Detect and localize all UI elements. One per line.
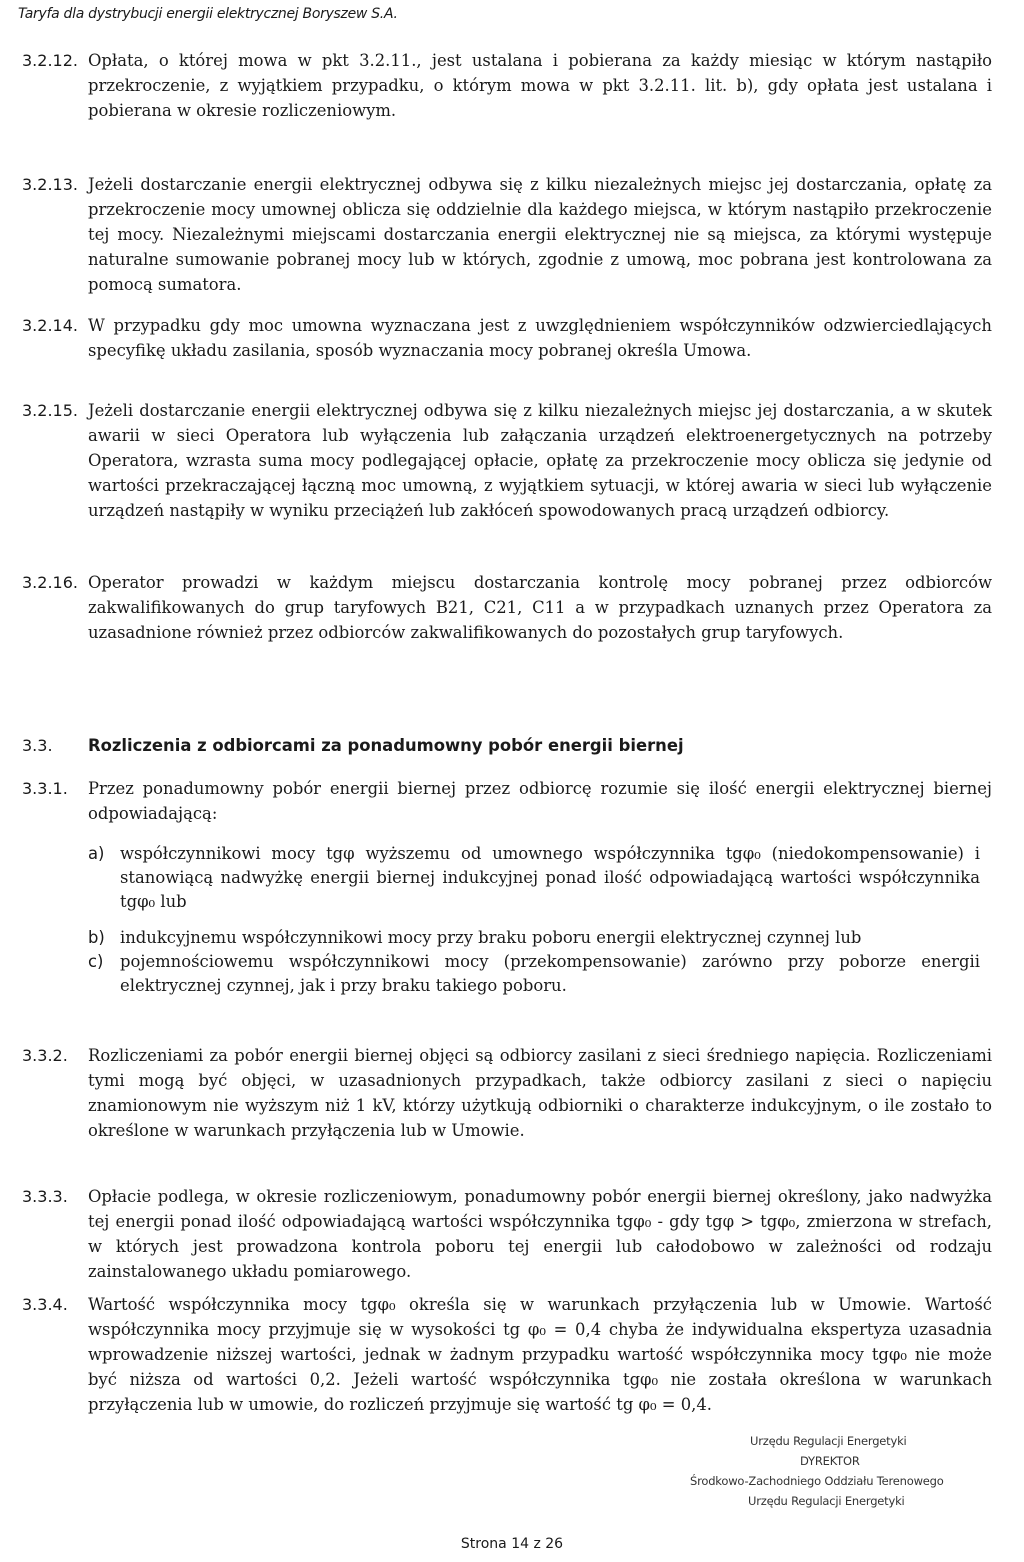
- section-heading: [22, 736, 992, 755]
- paragraph-number: 3.2.14.: [22, 316, 78, 335]
- sub-item-a: [88, 842, 980, 914]
- section-number: 3.3.: [22, 736, 53, 755]
- running-header: Taryfa dla dystrybucji energii elektrycznej Boryszew S.A.: [18, 6, 398, 22]
- paragraph-3-3-2: [22, 1043, 992, 1143]
- sub-item-letter: b): [88, 928, 105, 947]
- paragraph-number: 3.2.15.: [22, 401, 78, 420]
- sub-item-text: indukcyjnemu współczynnikowi mocy przy braku poboru energii elektrycznej czynnej lub: [120, 928, 862, 947]
- paragraph-number: 3.3.1.: [22, 779, 68, 798]
- paragraph-text: Opłata, o której mowa w pkt 3.2.11., jest ustalana i pobierana za każdy miesiąc w którym nastąpiło przekroczenie, z wyjątkiem przypadku, o którym mowa w pkt 3.2.11. lit. b), gdy opłata jest ustalana i pobierana w okresie rozliczeniowym.: [88, 51, 992, 120]
- paragraph-text: Rozliczeniami za pobór energii biernej objęci są odbiorcy zasilani z sieci średniego napięcia. Rozliczeniami tymi mogą być objęci, w uzasadnionych przypadkach, także odbiorcy zasilani z sieci o napięciu znamionowym nie wyższym niż 1 kV, którzy użytkują odbiorniki o charakterze indukcyjnym, o ile zostało to określone w warunkach przyłączenia lub w Umowie.: [88, 1046, 992, 1140]
- sub-item-b: [88, 926, 980, 950]
- paragraph-number: 3.3.4.: [22, 1295, 68, 1314]
- sub-item-letter: a): [88, 844, 105, 863]
- sub-item-text: współczynnikowi mocy tgφ wyższemu od umownego współczynnika tgφ₀ (niedokompensowanie) i stanowiącą nadwyżkę energii biernej indukcyjnej ponad ilość odpowiadającą wartości współczynnika tgφ₀ lub: [120, 844, 980, 911]
- paragraph-number: 3.3.2.: [22, 1046, 68, 1065]
- section-title: Rozliczenia z odbiorcami za ponadumowny pobór energii biernej: [88, 736, 684, 755]
- paragraph-text: W przypadku gdy moc umowna wyznaczana jest z uwzględnieniem współczynników odzwierciedlających specyfikę układu zasilania, sposób wyznaczania mocy pobranej określa Umowa.: [88, 316, 992, 360]
- paragraph-number: 3.2.16.: [22, 573, 78, 592]
- paragraph-text: Przez ponadumowny pobór energii biernej przez odbiorcę rozumie się ilość energii elektrycznej biernej odpowiadającą:: [88, 779, 992, 823]
- paragraph-3-2-14: [22, 313, 992, 363]
- paragraph-3-2-15: [22, 398, 992, 523]
- paragraph-3-3-1: [22, 776, 992, 826]
- stamp-line: DYREKTOR: [800, 1454, 860, 1468]
- paragraph-number: 3.2.13.: [22, 175, 78, 194]
- paragraph-3-2-16: [22, 570, 992, 645]
- paragraph-number: 3.2.12.: [22, 51, 78, 70]
- paragraph-3-3-3: [22, 1184, 992, 1284]
- paragraph-3-2-13: [22, 172, 992, 297]
- paragraph-text: Jeżeli dostarczanie energii elektrycznej odbywa się z kilku niezależnych miejsc jej dostarczania, opłatę za przekroczenie mocy umownej oblicza się oddzielnie dla każdego miejsca, w którym nastąpiło przekroczenie tej mocy. Niezależnymi miejscami dostarczania energii elektrycznej nie są miejsca, za którymi występuje naturalne sumowanie pobranej mocy lub w których, zgodnie z umową, moc pobrana jest kontrolowana za pomocą sumatora.: [88, 175, 992, 294]
- stamp-line: Środkowo-Zachodniego Oddziału Terenowego: [690, 1474, 944, 1488]
- stamp-line: Urzędu Regulacji Energetyki: [748, 1494, 905, 1508]
- paragraph-text: Jeżeli dostarczanie energii elektrycznej odbywa się z kilku niezależnych miejsc jej dostarczania, a w skutek awarii w sieci Operatora lub wyłączenia lub załączania urządzeń elektroenergetycznych na potrzeby Operatora, wzrasta suma mocy podlegającej opłacie, opłatę za przekroczenie mocy oblicza się jedynie od wartości przekraczającej łączną moc umowną, z wyjątkiem sytuacji, w której awaria w sieci lub wyłączenie urządzeń nastąpiły w wyniku przeciążeń lub zakłóceń spowodowanych pracą urządzeń odbiorcy.: [88, 401, 992, 520]
- sub-item-text: pojemnościowemu współczynnikowi mocy (przekompensowanie) zarówno przy poborze energii elektrycznej czynnej, jak i przy braku takiego poboru.: [120, 952, 980, 995]
- paragraph-3-2-12: [22, 48, 992, 123]
- page-number: Strona 14 z 26: [460, 1536, 564, 1552]
- sub-item-letter: c): [88, 952, 104, 971]
- stamp-line: Urzędu Regulacji Energetyki: [750, 1434, 907, 1448]
- paragraph-text: Wartość współczynnika mocy tgφ₀ określa się w warunkach przyłączenia lub w Umowie. Wartość współczynnika mocy przyjmuje się w wysokości tg φ₀ = 0,4 chyba że indywidualna ekspertyza uzasadnia wprowadzenie niższej wartości, jednak w żadnym przypadku wartość współczynnika mocy tgφ₀ nie może być niższa od wartości 0,2. Jeżeli wartość współczynnika tgφ₀ nie została określona w warunkach przyłączenia lub w umowie, do rozliczeń przyjmuje się wartość tg φ₀ = 0,4.: [88, 1295, 992, 1414]
- sub-item-c: [88, 950, 980, 998]
- paragraph-text: Opłacie podlega, w okresie rozliczeniowym, ponadumowny pobór energii biernej określony, jako nadwyżka tej energii ponad ilość odpowiadającą wartości współczynnika tgφ₀ - gdy tgφ > tgφ₀, zmierzona w strefach, w których jest prowadzona kontrola poboru tej energii lub całodobowo w zależności od rodzaju zainstalowanego układu pomiarowego.: [88, 1187, 992, 1281]
- paragraph-3-3-4: [22, 1292, 992, 1417]
- paragraph-text: Operator prowadzi w każdym miejscu dostarczania kontrolę mocy pobranej przez odbiorców zakwalifikowanych do grup taryfowych B21, C21, C11 a w przypadkach uznanych przez Operatora za uzasadnione również przez odbiorców zakwalifikowanych do pozostałych grup taryfowych.: [88, 573, 992, 642]
- paragraph-number: 3.3.3.: [22, 1187, 68, 1206]
